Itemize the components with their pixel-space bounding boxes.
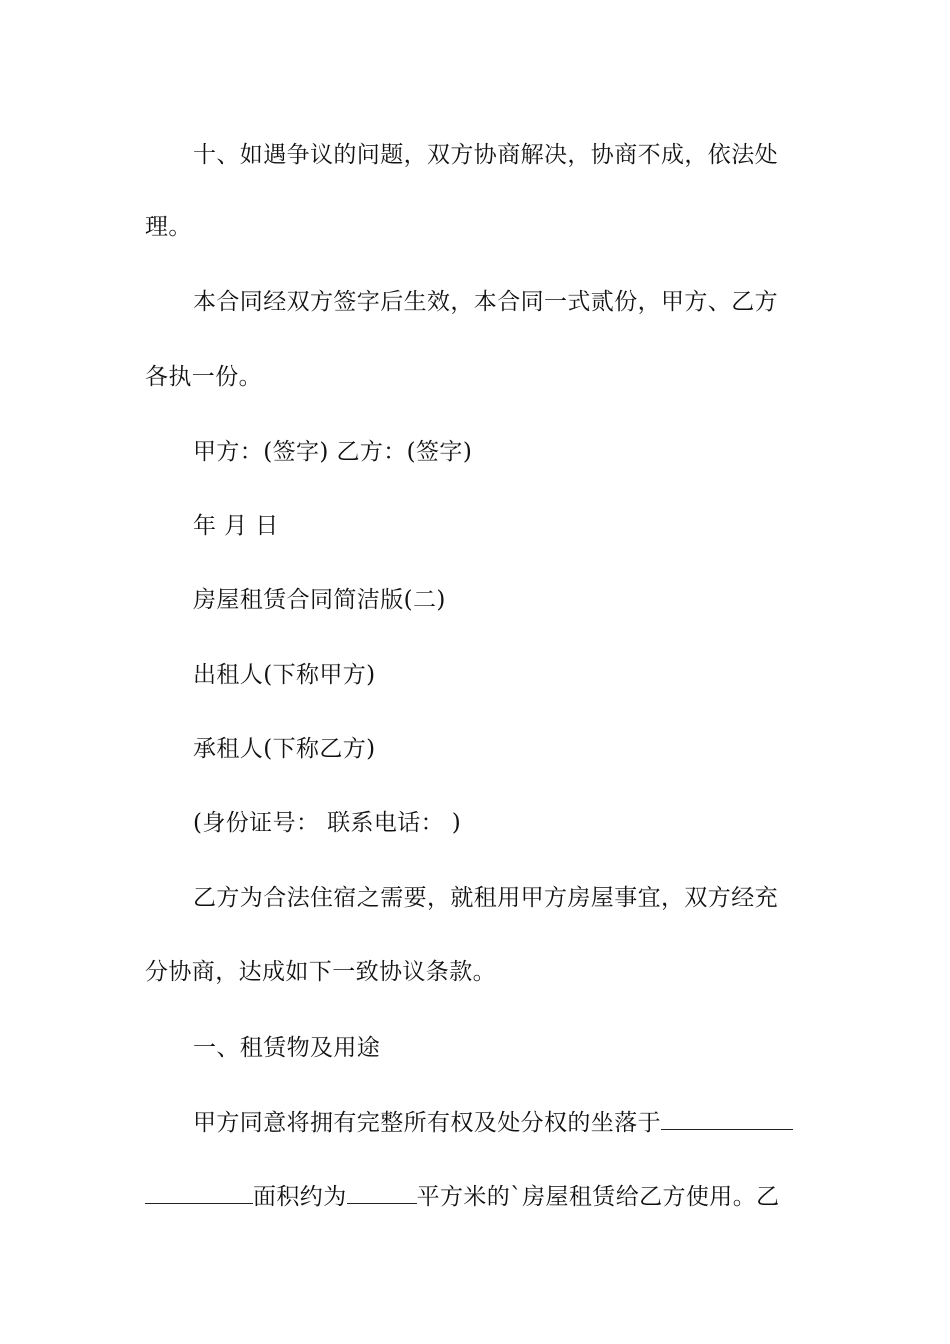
paragraph-purpose-line1: 乙方为合法住宿之需要，就租用甲方房屋事宜，双方经充 bbox=[193, 885, 778, 911]
location-blank bbox=[661, 1107, 793, 1130]
paragraph-purpose-line2: 分协商，达成如下一致协议条款。 bbox=[145, 959, 496, 985]
lease-line1-text: 甲方同意将拥有完整所有权及处分权的坐落于 bbox=[193, 1110, 661, 1136]
area-label: 面积约为 bbox=[253, 1184, 347, 1210]
lessor-line: 出租人(下称甲方) bbox=[193, 662, 376, 688]
lessee-line: 承租人(下称乙方) bbox=[193, 736, 376, 762]
location-blank-continued bbox=[145, 1181, 253, 1204]
paragraph-dispute-line2: 理。 bbox=[145, 214, 192, 240]
signature-line: 甲方：(签字) 乙方：(签字) bbox=[193, 439, 473, 465]
date-line: 年 月 日 bbox=[193, 513, 279, 539]
id-phone-line: (身份证号： 联系电话： ) bbox=[193, 810, 462, 836]
paragraph-effect-line1: 本合同经双方签字后生效，本合同一式贰份，甲方、乙方 bbox=[193, 289, 778, 315]
section-heading-1: 一、租赁物及用途 bbox=[193, 1035, 381, 1061]
contract-title: 房屋租赁合同简洁版(二) bbox=[193, 587, 446, 613]
paragraph-lease-line2 bbox=[145, 1181, 810, 1212]
area-blank bbox=[347, 1181, 417, 1204]
paragraph-dispute-line1: 十、如遇争议的问题，双方协商解决，协商不成，依法处 bbox=[193, 142, 778, 168]
lease-line2-text: 平方米的`房屋租赁给乙方使用。乙 bbox=[416, 1184, 780, 1210]
paragraph-effect-line2: 各执一份。 bbox=[145, 364, 262, 390]
paragraph-lease-line1 bbox=[193, 1107, 810, 1138]
